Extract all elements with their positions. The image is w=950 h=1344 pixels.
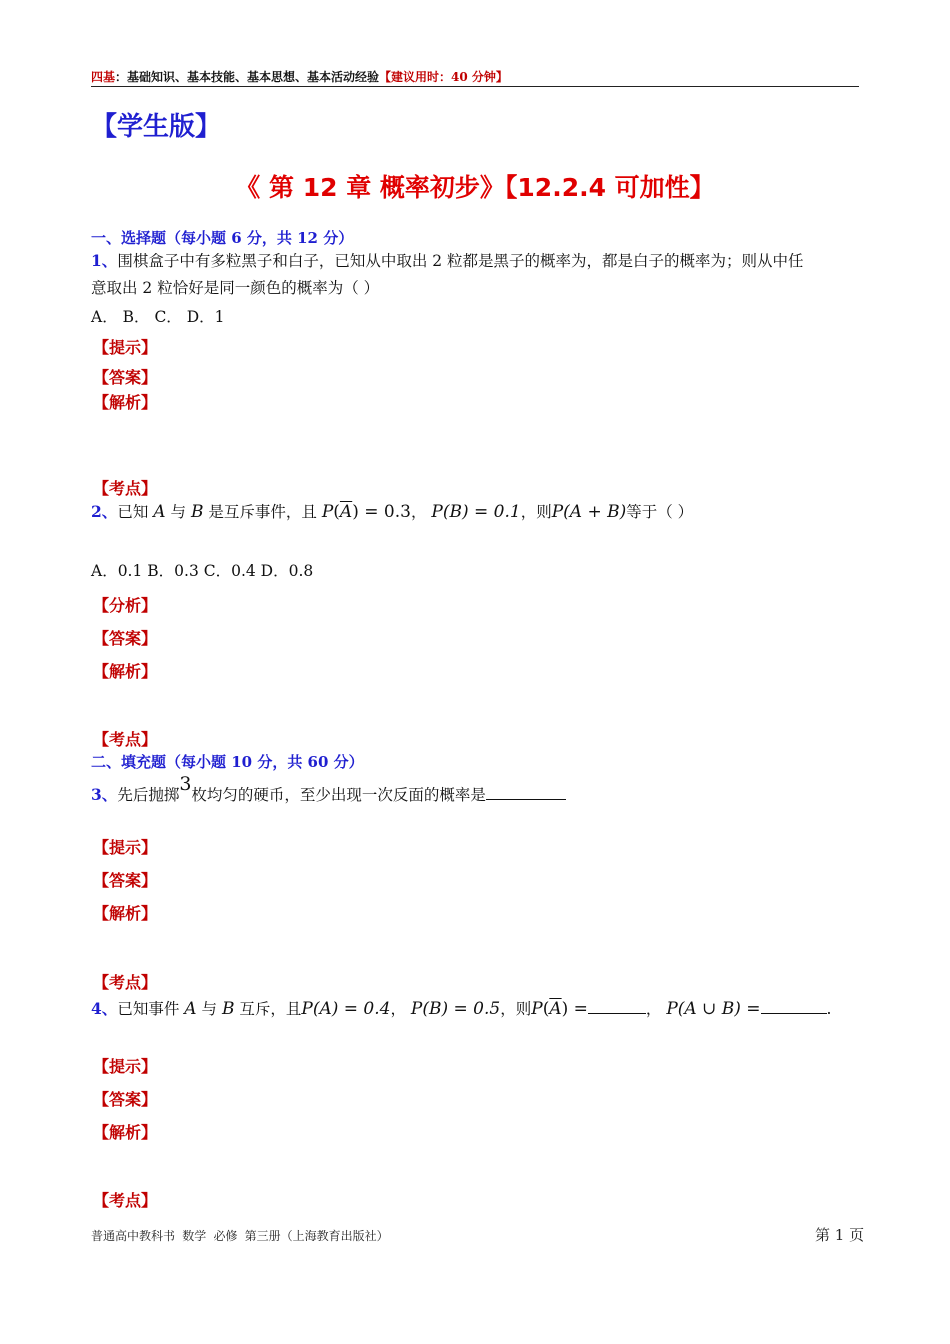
- question-4: 4、已知事件 A 与 B 互斥，且P(A) = 0.4， P(B) = 0.5，则$P(\overline{A})$ = ， P(A ∪ B) = .: [91, 999, 832, 1019]
- section-heading-choice: 一、选择题（每小题 6 分，共 12 分）: [91, 229, 354, 247]
- q3-knowledge-label: 【考点】: [93, 973, 158, 992]
- answer-blank-2[interactable]: [761, 999, 827, 1014]
- q4-knowledge-label: 【考点】: [93, 1191, 158, 1210]
- q1-answer-label: 【答案】: [93, 368, 158, 387]
- prob-b: P(B) = 0.5: [410, 999, 501, 1019]
- question-2: 2、已知 A 与 B 是互斥事件，且 $P(\overline{A}) = 0.3$， P(B) = 0.1，则P(A + B)等于（ ）: [91, 502, 694, 522]
- header-text: 基础知识、基本技能、基本思想、基本活动经验: [127, 70, 380, 84]
- answer-blank[interactable]: [486, 785, 566, 800]
- prob-b: P(B) = 0.1: [431, 502, 521, 522]
- prob-a-plus-b: P(A + B): [551, 502, 627, 522]
- q1-explanation-label: 【解析】: [93, 393, 158, 412]
- prob-a: P(A) = 0.4: [301, 999, 391, 1019]
- q3-answer-label: 【答案】: [93, 871, 158, 890]
- question-3: 3、先后抛掷3枚均匀的硬币，至少出现一次反面的概率是: [91, 783, 566, 805]
- prob-not-a: $P(\overline{A}) = 0.3$: [321, 502, 411, 522]
- q3-hint-label: 【提示】: [93, 838, 158, 857]
- q1-knowledge-label: 【考点】: [93, 479, 158, 498]
- header-key: 四基: [91, 70, 116, 84]
- q2-analysis-label: 【分析】: [93, 596, 158, 615]
- question-1-options: A． B． C． D．1: [91, 308, 225, 326]
- prob-a-union-b: P(A ∪ B) =: [666, 999, 761, 1019]
- q3-explanation-label: 【解析】: [93, 904, 158, 923]
- q4-explanation-label: 【解析】: [93, 1123, 158, 1142]
- q2-explanation-label: 【解析】: [93, 662, 158, 681]
- q1-hint-label: 【提示】: [93, 338, 158, 357]
- version-label: 【学生版】: [91, 112, 222, 142]
- question-2-options: A．0.1 B．0.3 C．0.4 D．0.8: [91, 562, 314, 580]
- q2-knowledge-label: 【考点】: [93, 730, 158, 749]
- prob-not-a: $P(\overline{A})$ =: [531, 999, 588, 1019]
- question-number: 1: [91, 251, 102, 270]
- header-suggest: 【建议用时：40 分钟】: [379, 70, 508, 84]
- question-1-line1: 1、围棋盒子中有多粒黑子和白子，已知从中取出 2 粒都是黑子的概率为，都是白子的概率为；则从中任: [91, 251, 804, 270]
- page-header: 四基：基础知识、基本技能、基本思想、基本活动经验【建议用时：40 分钟】: [91, 70, 508, 84]
- q2-answer-label: 【答案】: [93, 629, 158, 648]
- q4-hint-label: 【提示】: [93, 1057, 158, 1076]
- q4-answer-label: 【答案】: [93, 1090, 158, 1109]
- answer-blank-1[interactable]: [588, 999, 646, 1014]
- question-1-line2: 意取出 2 粒恰好是同一颜色的概率为（ ）: [91, 279, 380, 297]
- footer-textbook: 普通高中教科书 数学 必修 第三册（上海教育出版社）: [91, 1229, 389, 1243]
- footer-page-number: 第 1 页: [815, 1226, 865, 1244]
- page-title: 《 第 12 章 概率初步》【12.2.4 可加性】: [235, 173, 715, 202]
- section-heading-fill: 二、填充题（每小题 10 分，共 60 分）: [91, 753, 364, 771]
- header-rule: [91, 86, 859, 87]
